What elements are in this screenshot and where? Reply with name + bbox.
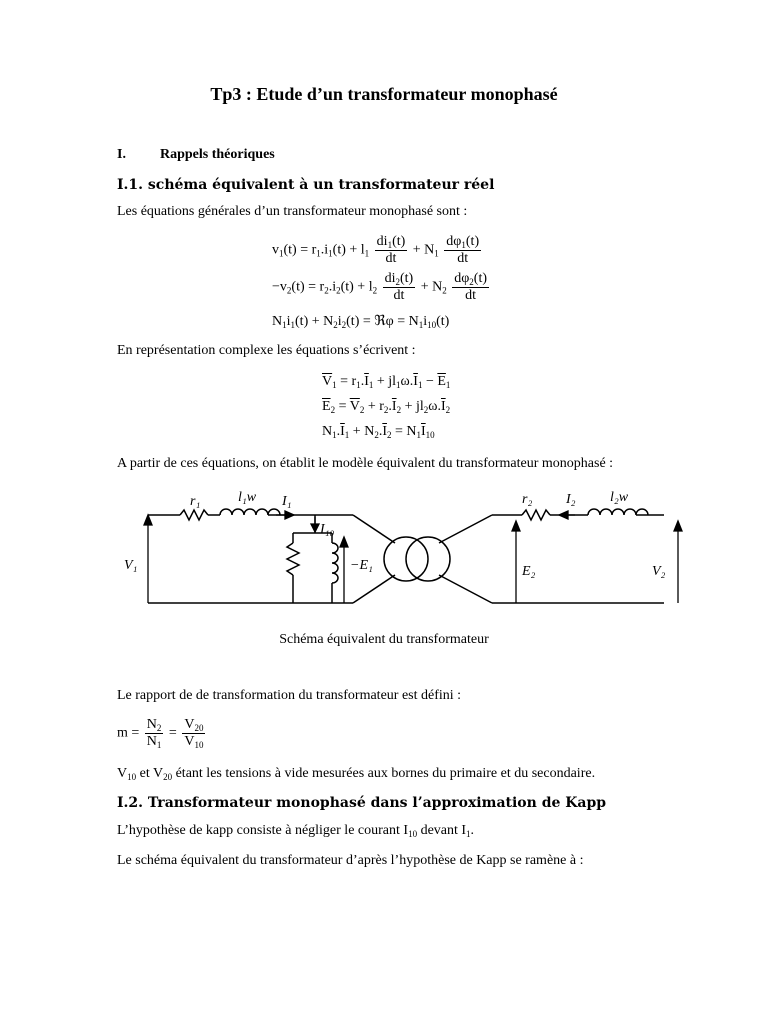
- subsection-heading-2: I.2. Transformateur monophasé dans l’approximation de Kapp: [117, 795, 607, 811]
- paragraph-kapp-scheme: Le schéma équivalent du transformateur d’après l’hypothèse de Kapp se ramène à :: [117, 853, 584, 868]
- label-v2: V₂: [652, 564, 666, 579]
- para5-sub-2: 20: [163, 772, 173, 782]
- paragraph-kapp-hypothesis: [117, 823, 474, 839]
- equation-complex-1: $\overline{V}_1 = r_1.\overline{I}_1 + jl_1\omega.\overline{I}_1 - \overline{E}_1$: [322, 374, 451, 390]
- equation-complex-2: $\overline{E}_2 = \overline{V}_2 + r_2.\overline{I}_2 + jl_2\omega.\overline{I}_2$: [322, 399, 451, 415]
- para5-text-a: V: [117, 766, 128, 781]
- label-i2: I₂: [566, 492, 576, 507]
- para6-text-b: devant I: [417, 823, 467, 838]
- equation-ratio: m = $\frac{N_2}{N_1}$ = $\frac{V_{20}}{V_{10}}$: [117, 717, 204, 750]
- section-heading: [117, 147, 275, 163]
- para6-text-a: L’hypothèse de kapp consiste à négliger le courant I: [117, 823, 409, 838]
- para6-sub-2: 1: [466, 829, 471, 839]
- section-label: Rappels théoriques: [160, 147, 275, 162]
- paragraph-intro: Les équations générales d’un transformateur monophasé sont :: [117, 204, 468, 219]
- paragraph-v10-v20: [117, 766, 595, 782]
- label-r1: r₁: [190, 494, 201, 509]
- equivalent-circuit-diagram: [110, 485, 700, 610]
- para5-text-c: étant les tensions à vide mesurées aux bornes du primaire et du secondaire.: [172, 766, 596, 781]
- figure-caption: Schéma équivalent du transformateur: [279, 632, 489, 647]
- equation-ampere: $N_1i_1(t) + N_2i_2(t)$ = ℜφ = $N_1i_{10}(t)$: [272, 314, 450, 330]
- label-l2w: l₂w: [610, 490, 629, 505]
- label-i10: I₁₀: [320, 522, 335, 537]
- label-v1: V₁: [124, 558, 138, 573]
- paragraph-model: A partir de ces équations, on établit le modèle équivalent du transformateur monophasé :: [117, 456, 614, 471]
- para5-sub-1: 10: [127, 772, 137, 782]
- para6-sub-1: 10: [408, 829, 418, 839]
- page-title: Tp3 : Etude d’un transformateur monophasé: [210, 84, 558, 104]
- label-i1: I₁: [282, 494, 292, 509]
- paragraph-complex: En représentation complexe les équations s’écrivent :: [117, 343, 416, 358]
- paragraph-ratio: Le rapport de de transformation du transformateur est défini :: [117, 688, 462, 703]
- para5-text-b: et V: [136, 766, 164, 781]
- label-minus-e1: −E₁: [350, 558, 373, 573]
- equation-v1: $v_1(t) = r_1.i_1(t) + l_1$ $\frac{di_1(t)}{dt}$ + $N_1$ $\frac{d\varphi_1(t)}{dt}$: [272, 234, 480, 266]
- subsection-heading-1: I.1. schéma équivalent à un transformateur réel: [117, 177, 495, 193]
- equation-complex-3: $N_1.\overline{I}_1 + N_2.\overline{I}_2 = N_1\overline{I}_{10}$: [322, 424, 435, 440]
- label-e2: E₂: [522, 564, 536, 579]
- para6-text-c: .: [470, 823, 475, 838]
- label-r2: r₂: [522, 492, 533, 507]
- label-l1w: l₁w: [238, 490, 257, 505]
- equation-v2: $-v_2(t) = r_2.i_2(t) + l_2$ $\frac{di_2(t)}{dt}$ + $N_2$ $\frac{d\varphi_2(t)}{dt}$: [272, 271, 488, 303]
- section-number: I.: [117, 147, 126, 162]
